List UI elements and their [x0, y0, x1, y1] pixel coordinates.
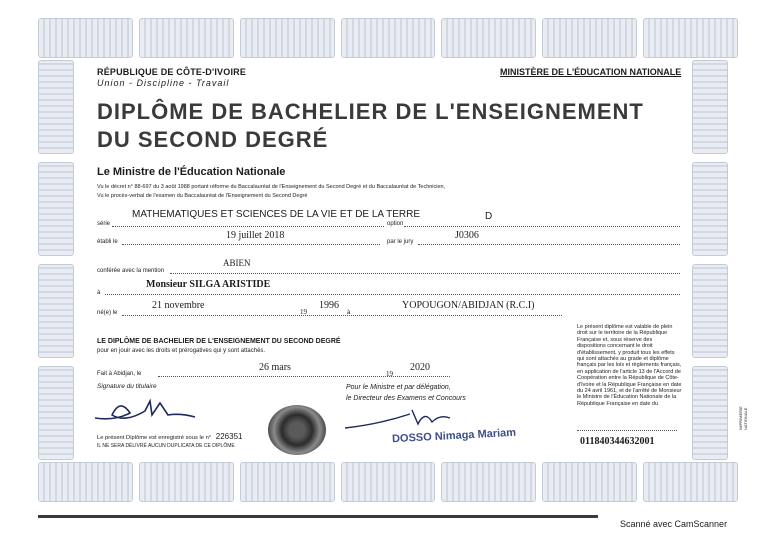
- diploma-title: [97, 98, 644, 154]
- equivalence-date-line: [577, 430, 677, 431]
- jury-line: [418, 244, 680, 245]
- serie-value: MATHEMATIQUES ET SCIENCES DE LA VIE ET DE LA TERRE: [132, 209, 421, 220]
- decorative-border-right: [692, 60, 728, 460]
- minister-heading: Le Ministre de l'Éducation Nationale: [97, 166, 286, 178]
- minister-delegation-line1: Pour le Ministre et par délégation,: [346, 384, 451, 391]
- birth-century: 19: [300, 308, 307, 316]
- holder-signature: [90, 393, 200, 428]
- mention-value: ABIEN: [223, 258, 251, 268]
- serie-line: [112, 226, 384, 227]
- decorative-border-left: [38, 60, 74, 460]
- registration-number: 226351: [215, 432, 243, 441]
- option-line: [404, 226, 680, 227]
- diploma-award: LE DIPLÔME DE BACHELIER DE L'ENSEIGNEMENT DU SECOND DEGRÉ: [97, 338, 341, 345]
- etabli-value: 19 juillet 2018: [226, 230, 285, 241]
- mention-label: conférée avec la mention: [97, 268, 165, 274]
- holder-signature-label: Signature du titulaire: [97, 383, 157, 390]
- birth-label: né(e) le: [97, 310, 118, 316]
- scan-edge-bar: [38, 515, 598, 518]
- serial-number: 011840344632001: [580, 436, 655, 447]
- issued-label: Fait à Abidjan, le: [97, 371, 142, 377]
- printer-vertical-text: IMPRIMERIE NATIONALE: [738, 406, 748, 430]
- camscanner-watermark: Scanné avec CamScanner: [620, 519, 728, 529]
- director-name-stamp: DOSSO Nimaga Mariam: [391, 426, 517, 446]
- equivalence-note: Le présent diplôme est valable de plein droit sur le territoire de la République Française et, sous réserve des dispositions concernant le droit d'établissement, y produit tous les effets qui sont attachés au grade et diplôme français par les lois et règlements français, en application de l'article 13 de l'Accord de Coopération entre la République de Côte-d'Ivoire et la République Française en date du 24 avril 1961, et de l'arrêté de Monsieur le Ministre de l'Éducation Nationale de la République Française en date du: [577, 324, 682, 407]
- etabli-label: établi le: [97, 239, 118, 245]
- diploma-title-line2: DU SECOND DEGRÉ: [97, 127, 329, 152]
- issued-year: 2020: [410, 362, 430, 373]
- decorative-border-bottom: [38, 462, 738, 502]
- decorative-border-top: [38, 18, 738, 58]
- republic-name: RÉPUBLIQUE DE CÔTE-D'IVOIRE: [97, 67, 247, 77]
- birth-day-month: 21 novembre: [152, 300, 205, 311]
- birth-year: 1996: [319, 300, 339, 311]
- birthplace-label: à: [347, 310, 351, 316]
- decree-line-2: Vu le procès-verbal de l'examen du Baccalauréat de l'Enseignement du Second Degré: [97, 193, 308, 199]
- diploma-rights: pour en jouir avec les droits et prérogatives qui y sont attachés.: [97, 348, 266, 354]
- etabli-line: [122, 244, 380, 245]
- recipient-line: [105, 294, 680, 295]
- birthplace-value: YOPOUGON/ABIDJAN (R.C.I): [402, 300, 535, 311]
- diploma-title-line1: DIPLÔME DE BACHELIER DE L'ENSEIGNEMENT: [97, 99, 644, 124]
- recipient-name: Monsieur SILGA ARISTIDE: [146, 279, 271, 290]
- no-duplicate-notice: IL NE SERA DÉLIVRÉ AUCUN DUPLICATA DE CE DIPLÔME: [97, 443, 235, 449]
- director-signature: [340, 402, 470, 432]
- issued-century: 19: [386, 370, 393, 378]
- option-value: D: [485, 211, 493, 222]
- jury-value: J0306: [455, 230, 479, 241]
- registration-label: Le présent Diplôme est enregistré sous le n°: [97, 435, 212, 441]
- national-motto: Union - Discipline - Travail: [97, 78, 230, 88]
- decree-line-1: Vu le décret n° 88-697 du 3 août 1988 portant réforme du Baccalauréat de l'Enseignement du Second Degré et du Baccalauréat de Technicien,: [97, 184, 446, 190]
- issued-line: [158, 376, 450, 377]
- jury-label: par le jury: [387, 239, 414, 245]
- registration-text: [97, 432, 242, 441]
- issued-day-month: 26 mars: [259, 362, 291, 373]
- official-seal: [268, 405, 326, 455]
- recipient-label: à: [97, 290, 101, 296]
- birth-line: [122, 315, 562, 316]
- option-label: option: [387, 221, 404, 227]
- serie-label: série: [97, 221, 111, 227]
- mention-line: [170, 273, 680, 274]
- minister-delegation-line2: le Directeur des Examens et Concours: [346, 395, 466, 402]
- ministry-name: MINISTÈRE DE L'ÉDUCATION NATIONALE: [500, 67, 682, 77]
